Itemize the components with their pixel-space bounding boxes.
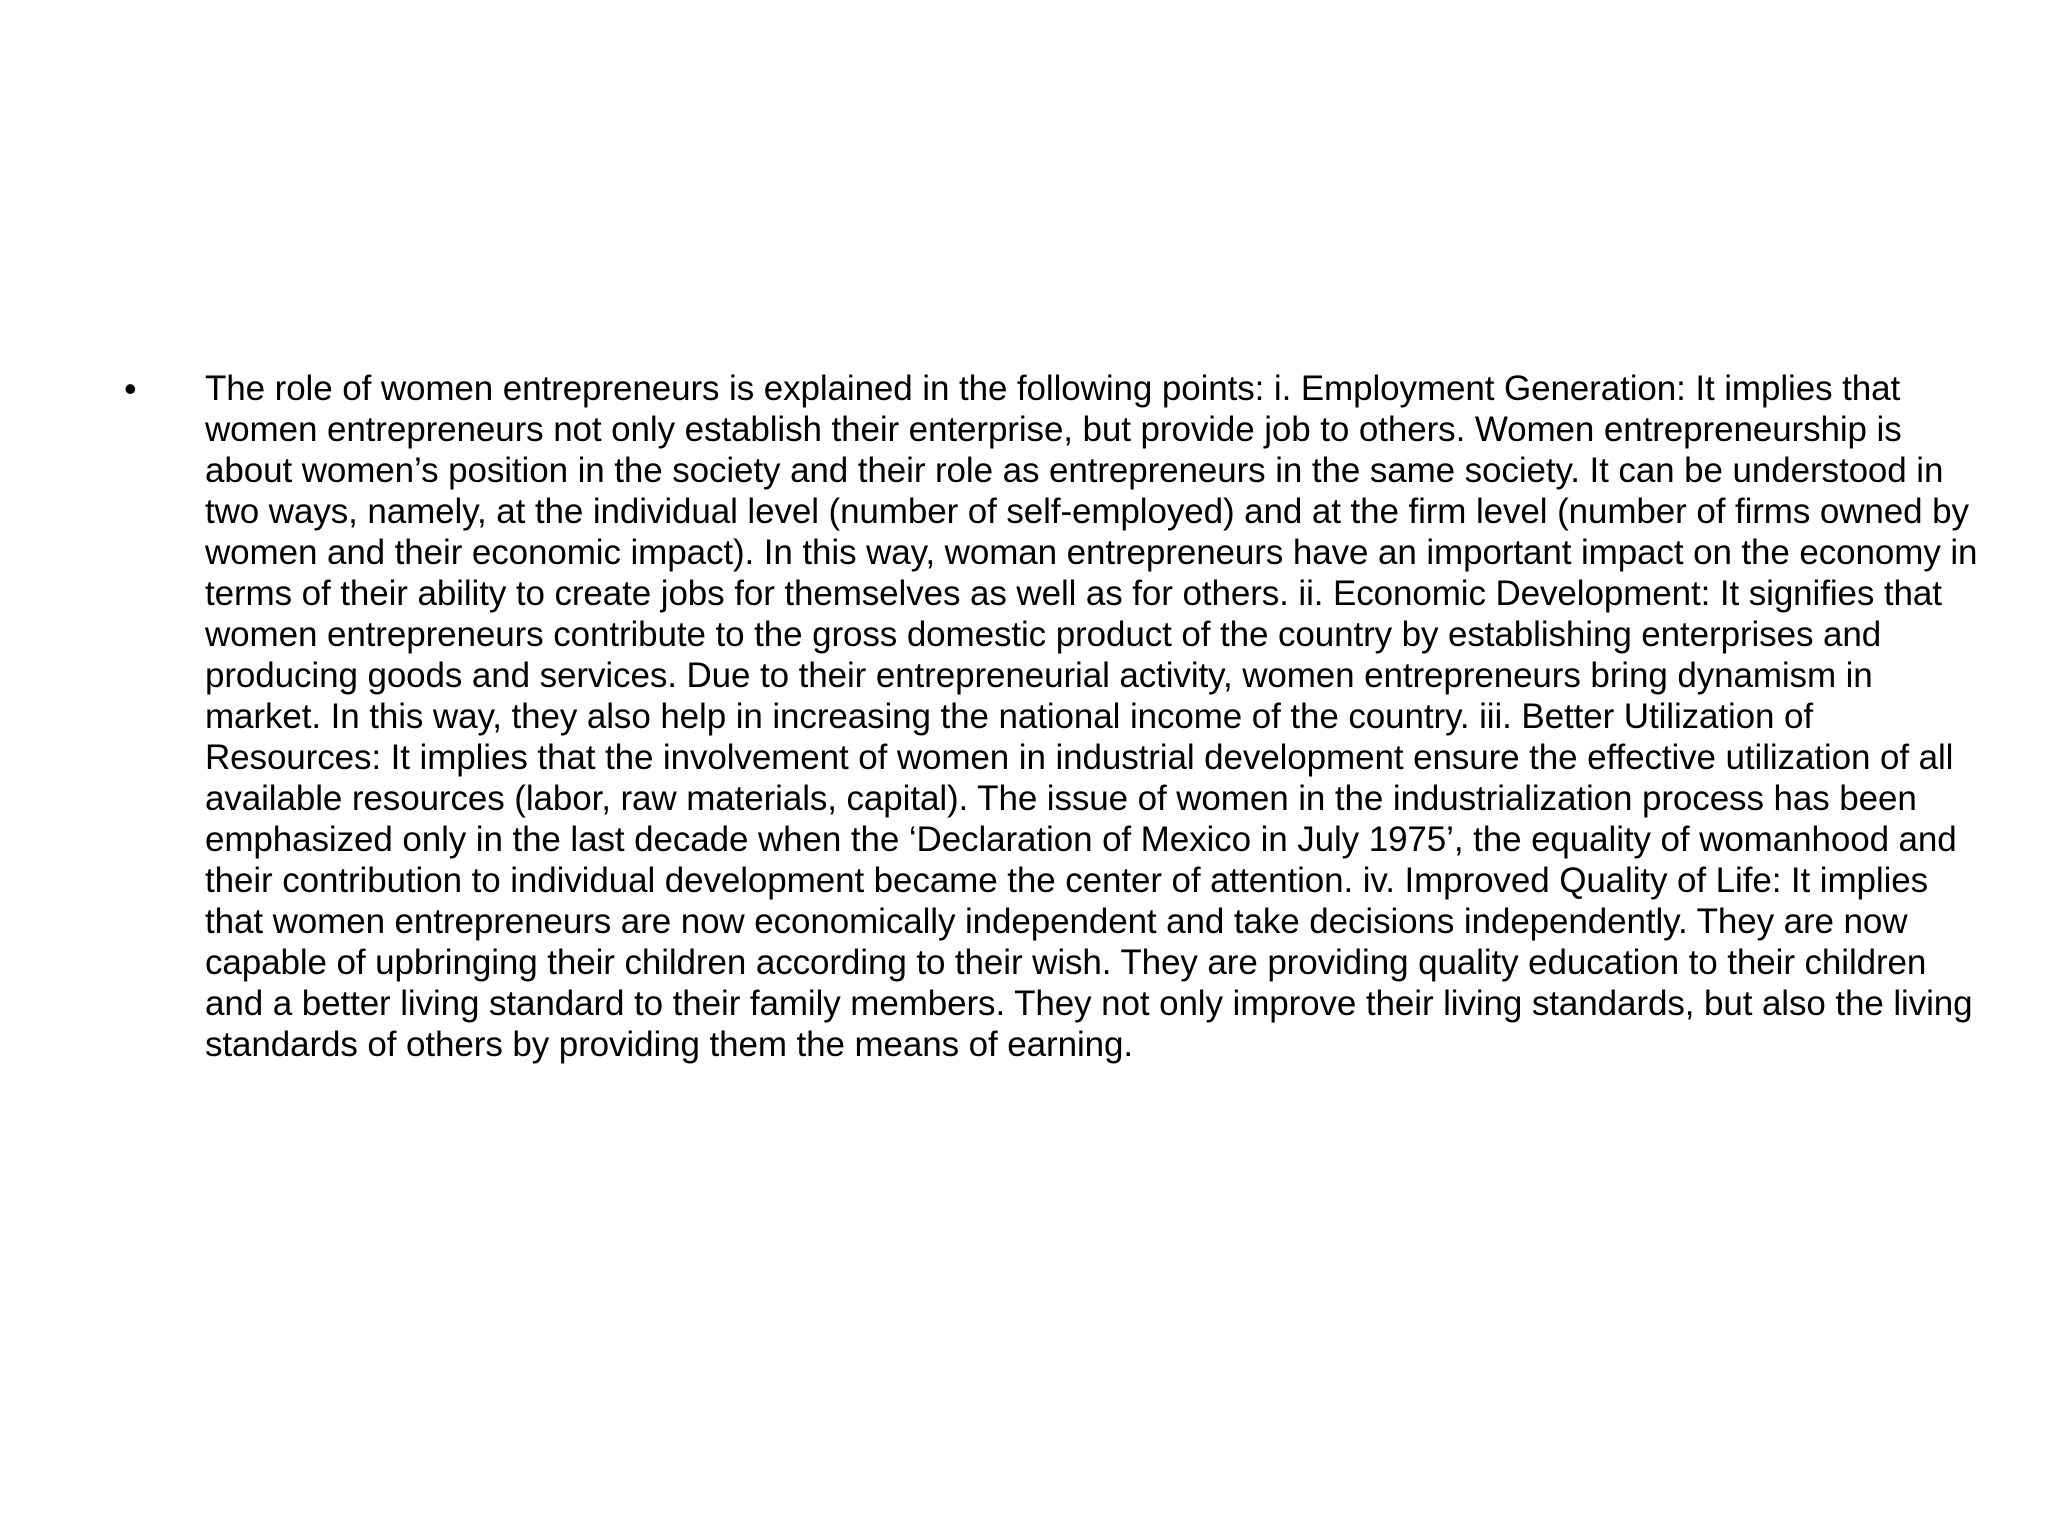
slide-body (120, 368, 1980, 1065)
bullet-paragraph: The role of women entrepreneurs is explained in the following points: i. Employment Generation: It implies that women entrepreneurs not only establish their enterprise, but provide job to others. Women entrepreneurship is about women’s position in the society and their role as entrepreneurs in the same society. It can be understood in two ways, namely, at the individual level (number of self-employed) and at the firm level (number of firms owned by women and their economic impact). In this way, woman entrepreneurs have an important impact on the economy in terms of their ability to create jobs for themselves as well as for others. ii. Economic Development: It signifies that women entrepreneurs contribute to the gross domestic product of the country by establishing enterprises and producing goods and services. Due to their entrepreneurial activity, women entrepreneurs bring dynamism in market. In this way, they also help in increasing the national income of the country. iii. Better Utilization of Resources: It implies that the involvement of women in industrial development ensure the effective utilization of all available resources (labor, raw materials, capital). The issue of women in the industrialization process has been emphasized only in the last decade when the ‘Declaration of Mexico in July 1975’, the equality of womanhood and their contribution to individual development became the center of attention. iv. Improved Quality of Life: It implies that women entrepreneurs are now economically independent and take decisions independently. They are now capable of upbringing their children according to their wish. They are providing quality education to their children and a better living standard to their family members. They not only improve their living standards, but also the living standards of others by providing them the means of earning. (205, 369, 1978, 1064)
bullet-marker: • (124, 368, 137, 409)
bullet-item (120, 368, 1980, 1065)
